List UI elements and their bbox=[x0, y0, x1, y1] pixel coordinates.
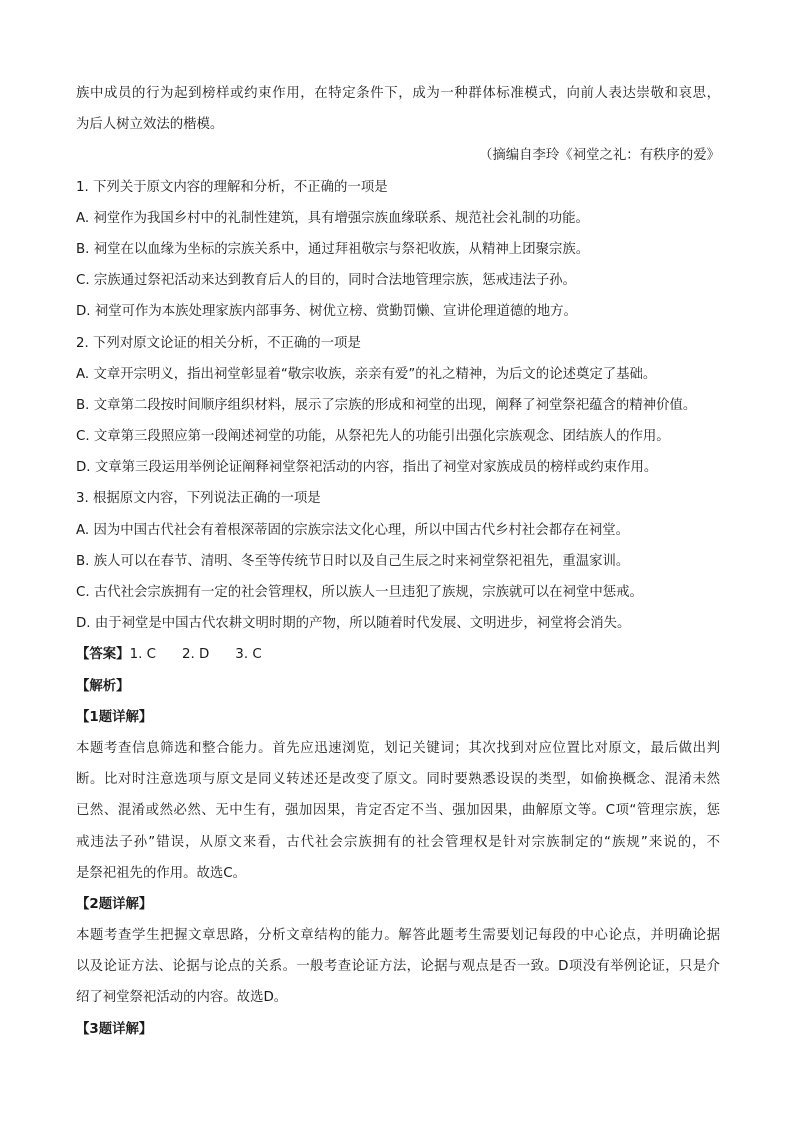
document-content bbox=[76, 78, 720, 1045]
question-2-option-b: B. 文章第二段按时间顺序组织材料，展示了宗族的形成和祠堂的出现，阐释了祠堂祭祀蕴含的精神价值。 bbox=[76, 397, 697, 413]
question-1-stem: 1. 下列关于原文内容的理解和分析，不正确的一项是 bbox=[76, 179, 388, 195]
question-3-option-b: B. 族人可以在春节、清明、冬至等传统节日时以及自己生辰之时来祠堂祭祀祖先，重温家训。 bbox=[76, 553, 630, 569]
analysis-label: 【解析】 bbox=[76, 678, 130, 694]
detail-1-line-4: 戒违法子孙”错误，从原文来看，古代社会宗族拥有的社会管理权是针对宗族制定的“族规”来说的，不 bbox=[76, 834, 720, 850]
detail-1-heading: 【1题详解】 bbox=[76, 709, 153, 725]
question-2-option-d: D. 文章第三段运用举例论证阐释祠堂祭祀活动的内容，指出了祠堂对家族成员的榜样或约束作用。 bbox=[76, 460, 658, 476]
question-3-stem: 3. 根据原文内容，下列说法正确的一项是 bbox=[76, 491, 321, 507]
question-1-option-c: C. 宗族通过祭祀活动来达到教育后人的目的，同时合法地管理宗族，惩戒违法子孙。 bbox=[76, 273, 576, 289]
source-citation: （摘编自李玲《祠堂之礼：有秩序的爱》 bbox=[478, 148, 720, 164]
question-1-option-d: D. 祠堂可作为本族处理家族内部事务、树优立榜、赏勤罚懒、宣讲伦理道德的地方。 bbox=[76, 304, 577, 320]
intro-line-2: 为后人树立效法的楷模。 bbox=[76, 117, 224, 133]
detail-1-line-1: 本题考查信息筛选和整合能力。首先应迅速浏览，划记关键词；其次找到对应位置比对原文，最后做出判 bbox=[76, 740, 720, 756]
detail-1-line-5: 是祭祀祖先的作用。故选C。 bbox=[76, 865, 247, 881]
question-3-option-a: A. 因为中国古代社会有着根深蒂固的宗族宗法文化心理，所以中国古代乡村社会都存在祠堂。 bbox=[76, 522, 630, 538]
question-1-option-a: A. 祠堂作为我国乡村中的礼制性建筑，具有增强宗族血缘联系、规范社会礼制的功能。 bbox=[76, 210, 589, 226]
question-2-option-a: A. 文章开宗明义，指出祠堂彰显着“敬宗收族，亲亲有爱”的礼之精神，为后文的论述奠定了基础。 bbox=[76, 366, 657, 382]
detail-3-heading: 【3题详解】 bbox=[76, 1021, 153, 1037]
answer-item-1: 1. C bbox=[129, 647, 156, 663]
detail-1-line-2: 断。比对时注意选项与原文是同义转述还是改变了原文。同时要熟悉设误的类型，如偷换概念、混淆未然 bbox=[76, 772, 720, 788]
detail-2-line-3: 绍了祠堂祭祀活动的内容。故选D。 bbox=[76, 990, 288, 1006]
answer-line bbox=[76, 639, 720, 670]
question-3-option-d: D. 由于祠堂是中国古代农耕文明时期的产物，所以随着时代发展、文明进步，祠堂将会消失。 bbox=[76, 616, 631, 632]
detail-2-line-2: 以及论证方法、论据与论点的关系。一般考查论证方法，论据与观点是否一致。D项没有举例论证，只是介 bbox=[76, 959, 720, 975]
answer-item-3: 3. C bbox=[235, 647, 262, 663]
question-2-option-c: C. 文章第三段照应第一段阐述祠堂的功能，从祭祀先人的功能引出强化宗族观念、团结族人的作用。 bbox=[76, 429, 670, 445]
detail-2-line-1: 本题考查学生把握文章思路，分析文章结构的能力。解答此题考生需要划记每段的中心论点，并明确论据 bbox=[76, 928, 720, 944]
detail-2-heading: 【2题详解】 bbox=[76, 896, 153, 912]
answer-label: 【答案】 bbox=[76, 647, 130, 663]
detail-1-line-3: 已然、混淆或然必然、无中生有，强加因果，肯定否定不当、强加因果，曲解原文等。C项“管理宗族，惩 bbox=[76, 803, 720, 819]
question-3-option-c: C. 古代社会宗族拥有一定的社会管理权，所以族人一旦违犯了族规，宗族就可以在祠堂中惩戒。 bbox=[76, 585, 643, 600]
question-2-stem: 2. 下列对原文论证的相关分析，不正确的一项是 bbox=[76, 335, 361, 351]
answer-item-2: 2. D bbox=[181, 647, 210, 663]
intro-line-1: 族中成员的行为起到榜样或约束作用，在特定条件下，成为一种群体标准模式，向前人表达崇敬和哀思， bbox=[76, 86, 720, 101]
question-1-option-b: B. 祠堂在以血缘为坐标的宗族关系中，通过拜祖敬宗与祭祀收族，从精神上团聚宗族。 bbox=[76, 241, 590, 257]
